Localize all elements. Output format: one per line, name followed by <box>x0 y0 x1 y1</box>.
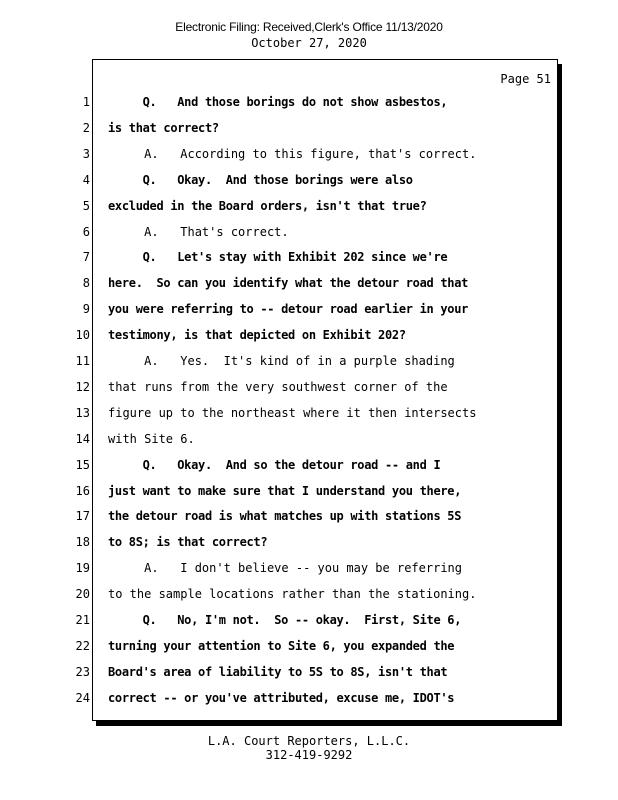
line-number: 9 <box>82 302 90 317</box>
page-number: Page 51 <box>500 72 551 86</box>
line-number: 23 <box>75 664 90 679</box>
line-number: 8 <box>82 276 90 291</box>
transcript-line: Q. Let's stay with Exhibit 202 since we're <box>108 250 448 265</box>
transcript-line: here. So can you identify what the detour road that <box>108 276 469 291</box>
transcript-line: Q. And those borings do not show asbestos, <box>108 95 448 109</box>
line-number: 5 <box>82 198 90 213</box>
transcript-line: with Site 6. <box>108 431 195 446</box>
line-number: 12 <box>75 379 90 394</box>
transcript-line: to the sample locations rather than the stationing. <box>108 587 477 602</box>
footer-company: L.A. Court Reporters, L.L.C. <box>207 734 411 748</box>
transcript-line: that runs from the very southwest corner of the <box>108 379 448 394</box>
filing-stamp: Electronic Filing: Received,Clerk's Office 11/13/2020 <box>175 20 443 34</box>
line-number: 7 <box>82 250 90 265</box>
transcript-line: excluded in the Board orders, isn't that true? <box>108 198 427 213</box>
line-number: 11 <box>75 354 90 368</box>
transcript-line: is that correct? <box>108 120 219 135</box>
transcript-line: correct -- or you've attributed, excuse me, IDOT's <box>108 690 455 705</box>
line-number: 13 <box>75 405 90 420</box>
line-number: 14 <box>75 431 90 446</box>
line-number: 19 <box>75 561 90 576</box>
transcript-line: figure up to the northeast where it then intersects <box>108 405 477 420</box>
line-number: 17 <box>75 509 90 524</box>
transcript-line: A. According to this figure, that's correct. <box>108 146 477 161</box>
transcript-line: turning your attention to Site 6, you expanded the <box>108 638 455 653</box>
line-number: 24 <box>75 690 90 705</box>
transcript-line: A. I don't believe -- you may be referring <box>108 561 463 576</box>
line-number: 3 <box>82 146 90 161</box>
line-number: 6 <box>82 224 90 239</box>
transcript-line: A. Yes. It's kind of in a purple shading <box>108 354 455 368</box>
transcript-line: Q. Okay. And so the detour road -- and I <box>108 457 441 472</box>
line-number: 21 <box>75 613 90 627</box>
transcript-line: the detour road is what matches up with stations 5S <box>108 509 462 524</box>
transcript-line: Board's area of liability to 5S to 8S, isn't that <box>108 664 448 679</box>
transcript-line: A. That's correct. <box>108 224 289 239</box>
line-number: 4 <box>82 172 90 187</box>
line-number: 15 <box>75 457 90 472</box>
line-number: 16 <box>75 483 90 498</box>
line-number: 18 <box>75 535 90 550</box>
transcript-line: Q. No, I'm not. So -- okay. First, Site 6, <box>108 613 462 627</box>
line-number: 2 <box>82 120 90 135</box>
line-number: 22 <box>75 638 90 653</box>
line-number: 1 <box>82 95 90 109</box>
transcript-line: just want to make sure that I understand you there, <box>108 483 462 498</box>
transcript-line: you were referring to -- detour road earlier in your <box>108 302 469 317</box>
line-number: 10 <box>75 328 90 343</box>
transcript-line: to 8S; is that correct? <box>108 535 268 550</box>
line-number: 20 <box>75 587 90 602</box>
transcript-line: testimony, is that depicted on Exhibit 202? <box>108 328 406 343</box>
filing-date: October 27, 2020 <box>251 36 367 50</box>
transcript-line: Q. Okay. And those borings were also <box>108 172 413 187</box>
footer-phone: 312-419-9292 <box>265 748 353 762</box>
